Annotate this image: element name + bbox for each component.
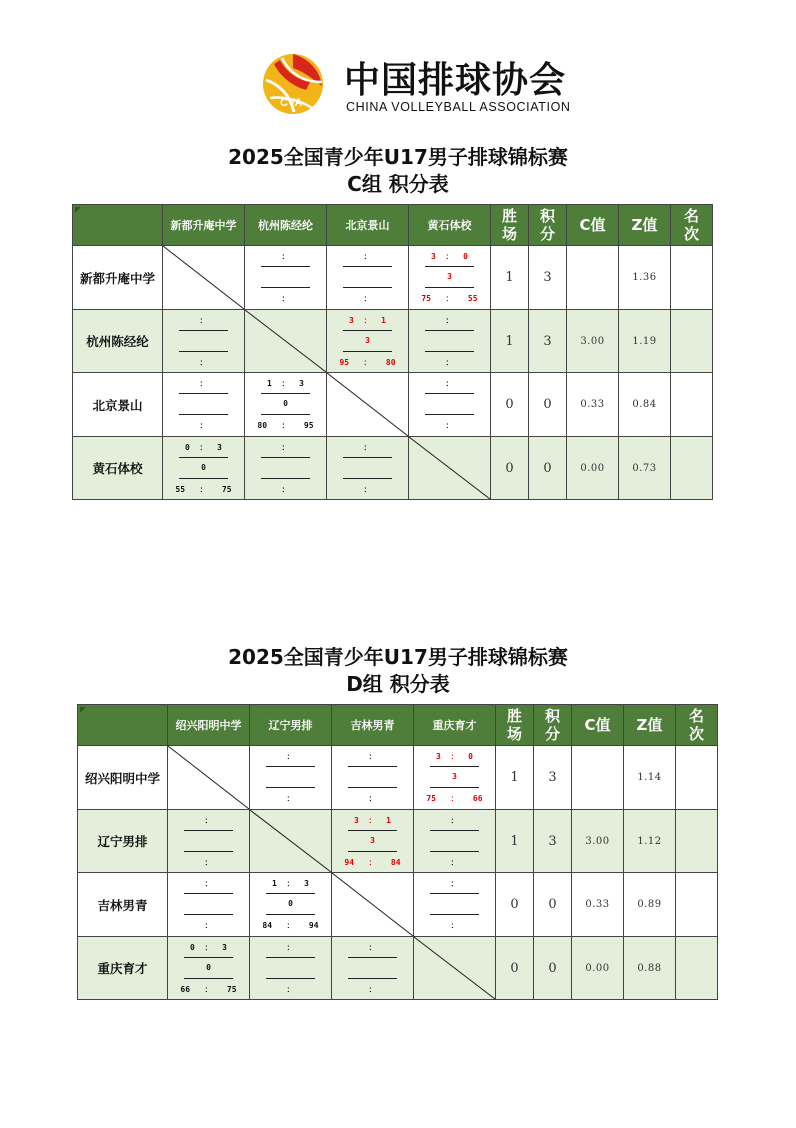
match-result-cell bbox=[245, 373, 327, 437]
rally-score: 55 ： 75 bbox=[175, 485, 232, 494]
set-score: ： bbox=[445, 316, 454, 325]
group-c-title: 2025全国青少年U17男子排球锦标赛 bbox=[228, 145, 568, 169]
match-result bbox=[332, 937, 413, 999]
points-value: 3 bbox=[529, 310, 567, 373]
divider-line bbox=[184, 914, 233, 915]
table-row bbox=[73, 373, 713, 437]
match-result-cell bbox=[163, 373, 245, 437]
match-result bbox=[414, 810, 495, 872]
row-team-name: 杭州陈经纶 bbox=[73, 310, 163, 373]
divider-line bbox=[425, 266, 474, 267]
divider-line bbox=[425, 393, 474, 394]
diagonal-line bbox=[414, 937, 495, 999]
set-score: 3 ： 0 bbox=[431, 252, 468, 261]
divider-line bbox=[266, 914, 315, 915]
divider-line bbox=[348, 978, 397, 979]
match-result-cell bbox=[409, 310, 491, 373]
rally-score: ： bbox=[450, 921, 459, 930]
divider-line bbox=[425, 414, 474, 415]
column-header-team: 北京景山 bbox=[327, 205, 409, 246]
set-score: ： bbox=[450, 816, 459, 825]
self-match-cell bbox=[250, 810, 332, 873]
column-header-c-value bbox=[567, 205, 619, 246]
column-header-points-text: 积 分 bbox=[544, 707, 560, 743]
set-score: 1 ： 3 bbox=[272, 879, 309, 888]
match-result-cell bbox=[168, 873, 250, 937]
divider-line bbox=[430, 914, 479, 915]
corner-marker bbox=[80, 707, 86, 713]
wins-value: 0 bbox=[491, 437, 529, 500]
logo-mark-text: CVA bbox=[280, 97, 303, 109]
match-result bbox=[332, 810, 413, 872]
match-result bbox=[409, 373, 490, 436]
divider-line bbox=[343, 266, 392, 267]
match-result-cell bbox=[414, 746, 496, 810]
set-score: ： bbox=[286, 752, 295, 761]
rank-value bbox=[676, 746, 718, 810]
divider-line bbox=[266, 893, 315, 894]
column-header-team: 新都升庵中学 bbox=[163, 205, 245, 246]
divider-line bbox=[261, 287, 310, 288]
match-points: 3 bbox=[365, 336, 370, 345]
rally-score: ： bbox=[199, 421, 208, 430]
rally-score: 66 ： 75 bbox=[180, 985, 237, 994]
match-result-cell bbox=[250, 937, 332, 1000]
set-score: ： bbox=[363, 252, 372, 261]
column-header-wins bbox=[491, 205, 529, 246]
column-header-c-value-text: C值 bbox=[584, 716, 611, 734]
match-result bbox=[245, 437, 326, 499]
row-team-name: 黄石体校 bbox=[73, 437, 163, 500]
table-row bbox=[73, 437, 713, 500]
c-value: 3.00 bbox=[567, 310, 619, 373]
wins-value: 0 bbox=[496, 873, 534, 937]
match-points: 0 bbox=[201, 463, 206, 472]
match-points: 0 bbox=[288, 899, 293, 908]
rally-score: ： bbox=[445, 358, 454, 367]
rank-value bbox=[671, 437, 713, 500]
diagonal-line bbox=[327, 373, 408, 436]
diagonal-line bbox=[332, 873, 413, 936]
cva-logo bbox=[260, 50, 571, 120]
self-match-cell bbox=[163, 246, 245, 310]
wins-value: 0 bbox=[496, 937, 534, 1000]
match-result-cell bbox=[168, 810, 250, 873]
divider-line bbox=[266, 957, 315, 958]
column-header-points bbox=[529, 205, 567, 246]
match-result bbox=[327, 246, 408, 309]
set-score: ： bbox=[450, 879, 459, 888]
divider-line bbox=[343, 457, 392, 458]
match-result-cell bbox=[250, 873, 332, 937]
divider-line bbox=[179, 478, 228, 479]
match-result-cell bbox=[163, 437, 245, 500]
divider-line bbox=[261, 457, 310, 458]
match-result-cell bbox=[332, 746, 414, 810]
wins-value: 1 bbox=[496, 746, 534, 810]
column-header-z-value-text: Z值 bbox=[636, 716, 663, 734]
rally-score: ： bbox=[368, 985, 377, 994]
divider-line bbox=[184, 957, 233, 958]
corner-marker bbox=[75, 207, 81, 213]
match-result bbox=[332, 746, 413, 809]
divider-line bbox=[348, 766, 397, 767]
diagonal-line bbox=[245, 310, 326, 372]
rally-score: ： bbox=[286, 985, 295, 994]
diagonal-line bbox=[250, 810, 331, 872]
group-d-standings-table bbox=[77, 704, 718, 1000]
group-d-title: 2025全国青少年U17男子排球锦标赛 bbox=[228, 645, 568, 669]
match-result-cell bbox=[245, 246, 327, 310]
column-header-c-value bbox=[572, 705, 624, 746]
rank-value bbox=[671, 373, 713, 437]
table-row bbox=[78, 873, 718, 937]
set-score: 3 ： 1 bbox=[349, 316, 386, 325]
divider-line bbox=[261, 393, 310, 394]
logo-chinese-name: 中国排球协会 bbox=[344, 59, 567, 101]
divider-line bbox=[266, 978, 315, 979]
rally-score: ： bbox=[281, 485, 290, 494]
rally-score: ： bbox=[445, 421, 454, 430]
self-match-cell bbox=[168, 746, 250, 810]
rank-value bbox=[676, 873, 718, 937]
set-score: ： bbox=[199, 379, 208, 388]
z-value: 1.14 bbox=[624, 746, 676, 810]
column-header-wins-text: 胜 场 bbox=[506, 707, 522, 743]
z-value: 0.89 bbox=[624, 873, 676, 937]
rally-score: ： bbox=[286, 794, 295, 803]
divider-line bbox=[348, 830, 397, 831]
divider-line bbox=[266, 787, 315, 788]
rally-score: 80 ： 95 bbox=[257, 421, 314, 430]
divider-line bbox=[430, 787, 479, 788]
logo-english-name: CHINA VOLLEYBALL ASSOCIATION bbox=[346, 100, 571, 114]
c-value: 0.00 bbox=[567, 437, 619, 500]
set-score: ： bbox=[204, 816, 213, 825]
match-result bbox=[250, 937, 331, 999]
match-result bbox=[250, 873, 331, 936]
header-corner-cell bbox=[78, 705, 168, 746]
self-match-cell bbox=[332, 873, 414, 937]
column-header-team: 辽宁男排 bbox=[250, 705, 332, 746]
table-row bbox=[73, 310, 713, 373]
match-result-cell bbox=[414, 810, 496, 873]
volleyball-logo-icon bbox=[260, 50, 326, 116]
set-score: 1 ： 3 bbox=[267, 379, 304, 388]
rank-value bbox=[671, 310, 713, 373]
set-score: ： bbox=[445, 379, 454, 388]
header-corner-cell bbox=[73, 205, 163, 246]
divider-line bbox=[184, 830, 233, 831]
column-header-z-value bbox=[619, 205, 671, 246]
divider-line bbox=[261, 478, 310, 479]
self-match-cell bbox=[409, 437, 491, 500]
divider-line bbox=[430, 766, 479, 767]
match-result bbox=[168, 810, 249, 872]
match-result-cell bbox=[163, 310, 245, 373]
self-match-cell bbox=[327, 373, 409, 437]
z-value: 0.88 bbox=[624, 937, 676, 1000]
match-result-cell bbox=[168, 937, 250, 1000]
set-score: ： bbox=[281, 443, 290, 452]
divider-line bbox=[184, 978, 233, 979]
wins-value: 1 bbox=[496, 810, 534, 873]
column-header-team: 绍兴阳明中学 bbox=[168, 705, 250, 746]
column-header-team: 吉林男青 bbox=[332, 705, 414, 746]
table-row bbox=[78, 937, 718, 1000]
match-result bbox=[414, 873, 495, 936]
rally-score: 84 ： 94 bbox=[262, 921, 319, 930]
match-result-cell bbox=[332, 937, 414, 1000]
divider-line bbox=[425, 330, 474, 331]
row-team-name: 重庆育才 bbox=[78, 937, 168, 1000]
rank-value bbox=[676, 810, 718, 873]
row-team-name: 辽宁男排 bbox=[78, 810, 168, 873]
divider-line bbox=[343, 351, 392, 352]
set-score: 3 ： 0 bbox=[436, 752, 473, 761]
match-result bbox=[250, 746, 331, 809]
diagonal-line bbox=[409, 437, 490, 499]
table-row bbox=[73, 246, 713, 310]
divider-line bbox=[179, 457, 228, 458]
column-header-c-value-text: C值 bbox=[579, 216, 606, 234]
match-result-cell bbox=[409, 246, 491, 310]
divider-line bbox=[179, 330, 228, 331]
set-score: ： bbox=[368, 752, 377, 761]
set-score: ： bbox=[368, 943, 377, 952]
diagonal-line bbox=[163, 246, 244, 309]
match-result-cell bbox=[414, 873, 496, 937]
column-header-points-text: 积 分 bbox=[539, 207, 555, 243]
match-points: 3 bbox=[447, 272, 452, 281]
points-value: 0 bbox=[534, 873, 572, 937]
c-value bbox=[567, 246, 619, 310]
match-result-cell bbox=[327, 310, 409, 373]
match-result bbox=[168, 937, 249, 999]
c-value: 3.00 bbox=[572, 810, 624, 873]
match-points: 3 bbox=[452, 772, 457, 781]
column-header-z-value-text: Z值 bbox=[631, 216, 658, 234]
points-value: 3 bbox=[529, 246, 567, 310]
rally-score: 75 ： 66 bbox=[426, 794, 483, 803]
z-value: 0.73 bbox=[619, 437, 671, 500]
column-header-rank-text: 名 次 bbox=[683, 207, 699, 243]
group-c-subtitle: C组 积分表 bbox=[347, 172, 449, 196]
column-header-rank-text: 名 次 bbox=[688, 707, 704, 743]
match-points: 3 bbox=[370, 836, 375, 845]
column-header-team: 黄石体校 bbox=[409, 205, 491, 246]
group-c-standings-table bbox=[72, 204, 713, 500]
rally-score: ： bbox=[363, 294, 372, 303]
divider-line bbox=[425, 351, 474, 352]
diagonal-line bbox=[168, 746, 249, 809]
z-value: 1.12 bbox=[624, 810, 676, 873]
match-result-cell bbox=[332, 810, 414, 873]
set-score: ： bbox=[204, 879, 213, 888]
rally-score: ： bbox=[363, 485, 372, 494]
points-value: 0 bbox=[529, 373, 567, 437]
match-result-cell bbox=[409, 373, 491, 437]
match-result-cell bbox=[327, 246, 409, 310]
rally-score: ： bbox=[204, 858, 213, 867]
column-header-points bbox=[534, 705, 572, 746]
points-value: 3 bbox=[534, 810, 572, 873]
divider-line bbox=[348, 851, 397, 852]
divider-line bbox=[261, 414, 310, 415]
divider-line bbox=[266, 766, 315, 767]
match-result bbox=[163, 437, 244, 499]
set-score: ： bbox=[286, 943, 295, 952]
divider-line bbox=[425, 287, 474, 288]
table-row bbox=[78, 810, 718, 873]
match-result-cell bbox=[250, 746, 332, 810]
rally-score: 75 ： 55 bbox=[421, 294, 478, 303]
header-row bbox=[78, 705, 718, 746]
divider-line bbox=[348, 957, 397, 958]
table-row bbox=[78, 746, 718, 810]
set-score: 3 ： 1 bbox=[354, 816, 391, 825]
match-result bbox=[163, 310, 244, 372]
match-result bbox=[414, 746, 495, 809]
divider-line bbox=[430, 893, 479, 894]
column-header-team: 杭州陈经纶 bbox=[245, 205, 327, 246]
match-result-cell bbox=[327, 437, 409, 500]
row-team-name: 北京景山 bbox=[73, 373, 163, 437]
divider-line bbox=[430, 830, 479, 831]
rally-score: 95 ： 80 bbox=[339, 358, 396, 367]
set-score: 0 ： 3 bbox=[190, 943, 227, 952]
match-points: 0 bbox=[206, 963, 211, 972]
divider-line bbox=[184, 893, 233, 894]
points-value: 0 bbox=[534, 937, 572, 1000]
column-header-wins-text: 胜 场 bbox=[501, 207, 517, 243]
rally-score: ： bbox=[281, 294, 290, 303]
match-result bbox=[168, 873, 249, 936]
column-header-wins bbox=[496, 705, 534, 746]
self-match-cell bbox=[245, 310, 327, 373]
match-result bbox=[163, 373, 244, 436]
column-header-rank bbox=[671, 205, 713, 246]
c-value bbox=[572, 746, 624, 810]
set-score: ： bbox=[363, 443, 372, 452]
rally-score: ： bbox=[450, 858, 459, 867]
set-score: 0 ： 3 bbox=[185, 443, 222, 452]
group-d-subtitle: D组 积分表 bbox=[346, 672, 450, 696]
header-row bbox=[73, 205, 713, 246]
match-result bbox=[327, 437, 408, 499]
rank-value bbox=[676, 937, 718, 1000]
divider-line bbox=[179, 351, 228, 352]
divider-line bbox=[343, 330, 392, 331]
divider-line bbox=[430, 851, 479, 852]
column-header-rank bbox=[676, 705, 718, 746]
points-value: 0 bbox=[529, 437, 567, 500]
points-value: 3 bbox=[534, 746, 572, 810]
rally-score: ： bbox=[368, 794, 377, 803]
wins-value: 0 bbox=[491, 373, 529, 437]
set-score: ： bbox=[281, 252, 290, 261]
wins-value: 1 bbox=[491, 310, 529, 373]
c-value: 0.00 bbox=[572, 937, 624, 1000]
z-value: 1.19 bbox=[619, 310, 671, 373]
self-match-cell bbox=[414, 937, 496, 1000]
rally-score: ： bbox=[204, 921, 213, 930]
match-result bbox=[245, 246, 326, 309]
divider-line bbox=[179, 393, 228, 394]
column-header-z-value bbox=[624, 705, 676, 746]
rank-value bbox=[671, 246, 713, 310]
column-header-team: 重庆育才 bbox=[414, 705, 496, 746]
c-value: 0.33 bbox=[572, 873, 624, 937]
c-value: 0.33 bbox=[567, 373, 619, 437]
divider-line bbox=[184, 851, 233, 852]
row-team-name: 绍兴阳明中学 bbox=[78, 746, 168, 810]
z-value: 0.84 bbox=[619, 373, 671, 437]
match-result bbox=[409, 310, 490, 372]
z-value: 1.36 bbox=[619, 246, 671, 310]
set-score: ： bbox=[199, 316, 208, 325]
divider-line bbox=[261, 266, 310, 267]
rally-score: ： bbox=[199, 358, 208, 367]
match-result-cell bbox=[245, 437, 327, 500]
divider-line bbox=[348, 787, 397, 788]
row-team-name: 吉林男青 bbox=[78, 873, 168, 937]
match-result bbox=[327, 310, 408, 372]
divider-line bbox=[179, 414, 228, 415]
divider-line bbox=[343, 478, 392, 479]
match-points: 0 bbox=[283, 399, 288, 408]
rally-score: 94 ： 84 bbox=[344, 858, 401, 867]
row-team-name: 新都升庵中学 bbox=[73, 246, 163, 310]
wins-value: 1 bbox=[491, 246, 529, 310]
match-result bbox=[409, 246, 490, 309]
divider-line bbox=[343, 287, 392, 288]
match-result bbox=[245, 373, 326, 436]
